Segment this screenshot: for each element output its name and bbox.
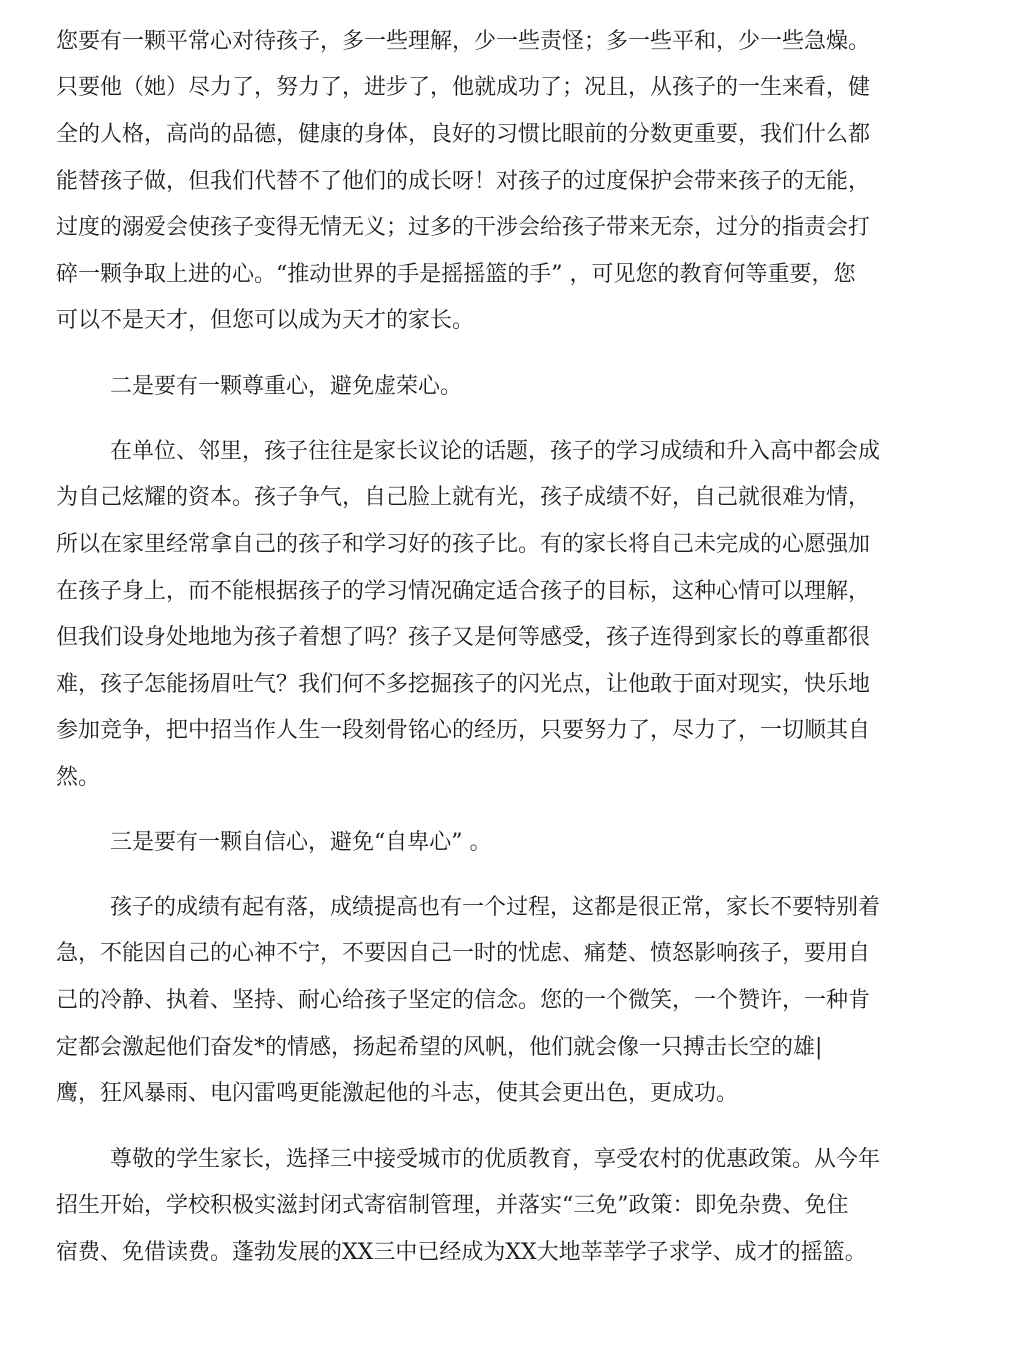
text-line: 为自己炫耀的资本。孩子争气，自己脸上就有光，孩子成绩不好，自己就很难为情， bbox=[56, 485, 871, 510]
text-line: 能替孩子做，但我们代替不了他们的成长呀！对孩子的过度保护会带来孩子的无能， bbox=[56, 169, 871, 194]
text-line: 所以在家里经常拿自己的孩子和学习好的孩子比。有的家长将自己未完成的心愿强加 bbox=[56, 532, 871, 557]
text-line: 参加竞争，把中招当作人生一段刻骨铭心的经历，只要努力了，尽力了，一切顺其自 bbox=[56, 718, 871, 743]
text-line: 碎一颗争取上进的心。“推动世界的手是摇摇篮的手” ，可见您的教育何等重要，您 bbox=[56, 262, 856, 287]
text-line: 招生开始，学校积极实滋封闭式寄宿制管理，并落实“三免”政策：即免杂费、免住 bbox=[56, 1193, 849, 1218]
text-line: 孩子的成绩有起有落，成绩提高也有一个过程，这都是很正常，家长不要特别着 bbox=[110, 895, 881, 920]
text-line: 己的冷静、执着、坚持、耐心给孩子坚定的信念。您的一个微笑，一个赞许，一种肯 bbox=[56, 988, 871, 1013]
text-line: 宿费、免借读费。蓬勃发展的XX三中已经成为XX大地莘莘学子求学、成才的摇篮。 bbox=[56, 1240, 867, 1265]
text-line: 定都会激起他们奋发*的情感，扬起希望的风帆，他们就会像一只搏击长空的雄| bbox=[56, 1035, 823, 1060]
text-line: 然。 bbox=[56, 765, 101, 790]
text-line: 在单位、邻里，孩子往往是家长议论的话题，孩子的学习成绩和升入高中都会成 bbox=[110, 439, 881, 464]
text-line: 只要他（她）尽力了，努力了，进步了，他就成功了；况且，从孩子的一生来看，健 bbox=[56, 75, 871, 100]
text-line: 可以不是天才，但您可以成为天才的家长。 bbox=[56, 308, 475, 333]
section-heading: 二是要有一颗尊重心，避免虚荣心。 bbox=[110, 374, 463, 399]
text-line: 难，孩子怎能扬眉吐气？我们何不多挖掘孩子的闪光点，让他敢于面对现实，快乐地 bbox=[56, 672, 871, 697]
text-line: 尊敬的学生家长，选择三中接受城市的优质教育，享受农村的优惠政策。从今年 bbox=[110, 1147, 881, 1172]
section-heading: 三是要有一颗自信心，避免“自卑心” 。 bbox=[110, 830, 492, 855]
text-line: 但我们设身处地地为孩子着想了吗？孩子又是何等感受，孩子连得到家长的尊重都很 bbox=[56, 625, 871, 650]
text-line: 在孩子身上，而不能根据孩子的学习情况确定适合孩子的目标，这种心情可以理解， bbox=[56, 579, 871, 604]
text-line: 急，不能因自己的心神不宁，不要因自己一时的忧虑、痛楚、愤怒影响孩子，要用自 bbox=[56, 941, 871, 966]
text-line: 鹰，狂风暴雨、电闪雷鸣更能激起他的斗志，使其会更出色，更成功。 bbox=[56, 1081, 739, 1106]
text-line: 您要有一颗平常心对待孩子，多一些理解，少一些责怪；多一些平和，少一些急燥。 bbox=[56, 29, 871, 54]
text-line: 全的人格，高尚的品德，健康的身体，良好的习惯比眼前的分数更重要，我们什么都 bbox=[56, 122, 871, 147]
text-line: 过度的溺爱会使孩子变得无情无义；过多的干涉会给孩子带来无奈，过分的指责会打 bbox=[56, 215, 871, 240]
